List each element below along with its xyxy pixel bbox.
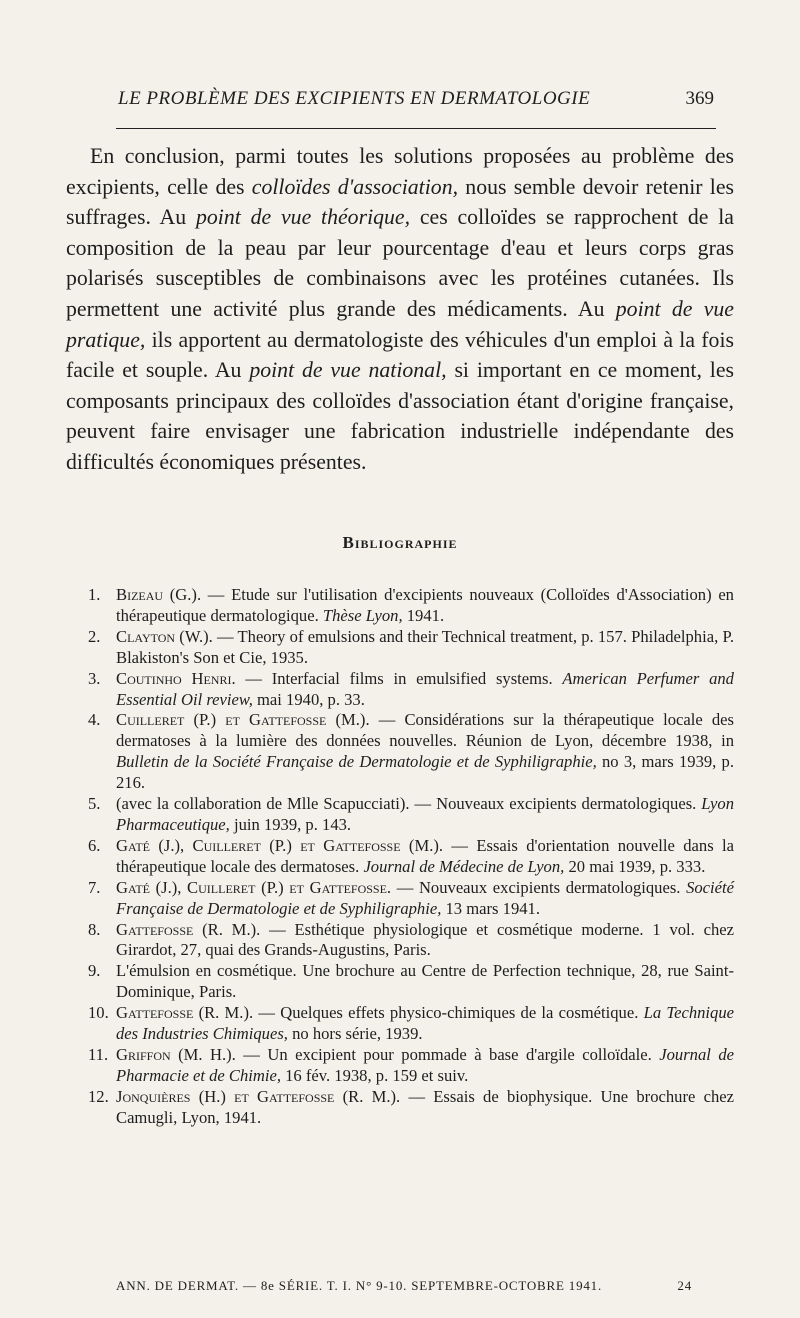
- bib-text: — Considérations sur la thérapeutique locale des dermatoses à la lumière des données nouvelles. Réunion de Lyon, décembre 1938, in: [116, 710, 734, 751]
- bib-text: — Essais de biophysique. Une brochure chez Camugli, Lyon, 1941.: [116, 1086, 734, 1127]
- bib-number: 4.: [88, 710, 101, 730]
- bib-source: Journal de Pharmacie et de Chimie,: [116, 1044, 734, 1085]
- bib-tail: no 3, mars 1939, p. 216.: [116, 752, 734, 793]
- conclusion-text-5: si important en ce moment, les composants principaux des colloïdes d'association étant d'origine française, peuvent faire envisager une fabrication industrielle indépendante des difficultés économiques présentes.: [66, 358, 734, 474]
- bib-author: Gattefosse (R. M.).: [116, 919, 261, 939]
- conclusion-italic-3: point de vue pratique,: [66, 296, 734, 352]
- bib-author: Jonquières (H.) et Gattefosse (R. M.).: [116, 1086, 401, 1106]
- bib-author: Clayton (W.).: [116, 626, 213, 646]
- bib-text: — Nouveaux excipients dermatologiques.: [391, 877, 687, 897]
- conclusion-italic-2: point de vue théorique,: [196, 205, 411, 230]
- bib-number: 9.: [88, 961, 101, 981]
- bib-number: 1.: [88, 585, 101, 604]
- bib-entry: [66, 627, 734, 669]
- bib-text: (avec la collaboration de Mlle Scapucciati). — Nouveaux excipients dermatologiques.: [116, 794, 702, 814]
- bib-number: 10.: [88, 1003, 109, 1023]
- header-rule: [116, 128, 716, 129]
- conclusion-text-2: nous semble devoir retenir les suffrages. Au: [66, 174, 735, 230]
- bib-number: 11.: [88, 1044, 109, 1064]
- conclusion-text-3: ces colloïdes se rapprochent de la composition de la peau par leur pourcentage d'eau et leurs corps gras polarisés susceptibles de combinaisons avec les protéines cutanées. Ils permettent une activité plus grande des médicaments. Au: [66, 205, 734, 321]
- bib-source: American Perfumer and Essential Oil review,: [116, 668, 734, 709]
- conclusion-italic-1: colloïdes d'association,: [251, 174, 459, 199]
- bib-number: 7.: [88, 877, 101, 897]
- bib-number: 12.: [88, 1086, 109, 1106]
- bib-tail: 20 mai 1939, p. 333.: [564, 856, 706, 876]
- bib-entry: [66, 669, 734, 711]
- conclusion-paragraph: [66, 141, 734, 478]
- bib-number: 2.: [88, 626, 101, 646]
- page-footer: [116, 1278, 692, 1294]
- bib-author: Gattefosse (R. M.).: [116, 1003, 254, 1023]
- bib-entry: [66, 710, 734, 794]
- bib-number: 3.: [88, 668, 101, 688]
- conclusion-italic-4: point de vue national,: [249, 358, 447, 383]
- bib-entry: [66, 794, 734, 836]
- bib-source: Lyon Pharmaceutique,: [116, 794, 734, 834]
- bib-author: Gaté (J.), Cuilleret (P.) et Gattefosse.: [116, 877, 392, 897]
- bib-entry: [66, 1087, 734, 1129]
- bib-text: L'émulsion en cosmétique. Une brochure au Centre de Perfection technique, 28, rue Saint-Dominique, Paris.: [116, 961, 734, 1002]
- bib-source: Bulletin de la Société Française de Dermatologie et de Syphiligraphie,: [116, 752, 597, 772]
- bib-entry: [66, 920, 734, 962]
- page-number: 369: [685, 88, 714, 109]
- bib-entry: [66, 1003, 734, 1045]
- bib-author: Bizeau (G.).: [116, 585, 202, 604]
- bib-author: Coutinho Henri.: [116, 668, 236, 688]
- footer-signature: 24: [677, 1278, 692, 1293]
- bib-text: — Etude sur l'utilisation d'excipients nouveaux (Colloïdes d'Association) en thérapeutique dermatologique.: [116, 585, 734, 625]
- bib-text: — Esthétique physiologique et cosmétique moderne. 1 vol. chez Girardot, 27, quai des Grands-Augustins, Paris.: [116, 919, 734, 960]
- bib-number: 8.: [88, 919, 101, 939]
- bib-tail: mai 1940, p. 33.: [252, 689, 365, 709]
- bib-author: Gaté (J.), Cuilleret (P.) et Gattefosse (M.).: [116, 835, 444, 855]
- bib-tail: 13 mars 1941.: [441, 898, 540, 918]
- bib-tail: juin 1939, p. 143.: [229, 814, 352, 834]
- bib-text: — Quelques effets physico-chimiques de la cosmétique.: [253, 1003, 644, 1023]
- bib-entry: [66, 1045, 734, 1087]
- bib-entry: [66, 961, 734, 1003]
- bib-tail: 16 fév. 1938, p. 159 et suiv.: [280, 1065, 469, 1085]
- bib-entry: [66, 585, 734, 627]
- conclusion-text-4: ils apportent au dermatologiste des véhicules d'un emploi à la fois facile et souple. Au: [66, 327, 734, 383]
- footer-citation: ANN. DE DERMAT. — 8e SÉRIE. T. I. N° 9-10. SEPTEMBRE-OCTOBRE 1941.: [116, 1278, 603, 1293]
- bib-entry: [66, 836, 734, 878]
- bib-text: — Essais d'orientation nouvelle dans la thérapeutique locale des dermatoses.: [116, 835, 734, 876]
- bib-text: — Un excipient pour pommade à base d'argile colloïdale.: [235, 1044, 660, 1064]
- conclusion-text-1: En conclusion, parmi toutes les solutions proposées au problème des excipients, celle des: [66, 144, 734, 199]
- bib-author: Griffon (M. H.).: [116, 1044, 236, 1064]
- bib-number: 6.: [88, 835, 101, 855]
- bib-source: Thèse Lyon,: [322, 605, 403, 625]
- bib-source: Journal de Médecine de Lyon,: [363, 856, 565, 876]
- bib-tail: no hors série, 1939.: [287, 1024, 423, 1044]
- bibliography-title: Bibliographie: [342, 533, 458, 552]
- bib-tail: 1941.: [402, 605, 445, 625]
- bib-source: La Technique des Industries Chimiques,: [116, 1003, 734, 1044]
- bibliography-list: [66, 585, 734, 1129]
- bib-author: Cuilleret (P.) et Gattefosse (M.).: [116, 710, 370, 730]
- running-title: LE PROBLÈME DES EXCIPIENTS EN DERMATOLOGIE: [118, 88, 591, 109]
- bib-text: — Interfacial films in emulsified systems.: [235, 668, 563, 688]
- bib-source: Société Française de Dermatologie et de Syphiligraphie,: [116, 877, 734, 918]
- bib-text: — Theory of emulsions and their Technical treatment, p. 157. Philadelphia, P. Blakiston's Son et Cie, 1935.: [116, 626, 734, 667]
- bib-entry: [66, 878, 734, 920]
- bib-number: 5.: [88, 794, 101, 814]
- running-head: [118, 88, 714, 118]
